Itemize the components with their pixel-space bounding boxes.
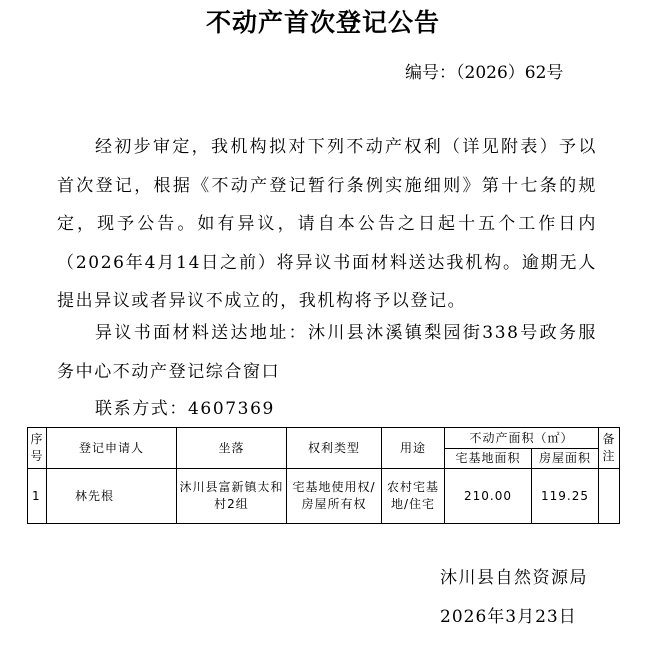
header-area-group: 不动产面积（㎡） bbox=[445, 428, 599, 449]
registration-table bbox=[27, 427, 620, 524]
header-building-area: 房屋面积 bbox=[532, 449, 599, 469]
issue-date: 2026年3月23日 bbox=[440, 607, 577, 627]
header-right-type: 权利类型 bbox=[287, 428, 382, 469]
cell-remarks bbox=[599, 469, 620, 524]
cell-applicant: 林先根 bbox=[47, 469, 177, 524]
header-land-area: 宅基地面积 bbox=[445, 449, 532, 469]
cell-land-area: 210.00 bbox=[445, 469, 532, 524]
objection-address-paragraph: 异议书面材料送达地址：沐川县沐溪镇梨园街338号政务服务中心不动产登记综合窗口 bbox=[57, 323, 597, 382]
header-location: 坐落 bbox=[177, 428, 287, 469]
contact-paragraph: 联系方式：4607369 bbox=[95, 399, 275, 419]
table-row bbox=[28, 469, 620, 524]
header-index: 序号 bbox=[28, 428, 47, 469]
cell-right-type: 宅基地使用权/房屋所有权 bbox=[287, 469, 382, 524]
cell-usage: 农村宅基地/住宅 bbox=[382, 469, 445, 524]
cell-index: 1 bbox=[28, 469, 47, 524]
cell-location: 沐川县富新镇太和村2组 bbox=[177, 469, 287, 524]
cell-building-area: 119.25 bbox=[532, 469, 599, 524]
notice-body-paragraph: 经初步审定，我机构拟对下列不动产权利（详见附表）予以首次登记，根据《不动产登记暂行条例实施细则》第十七条的规定，现予公告。如有异议，请自本公告之日起十五个工作日内（2026年4月14日之前）将异议书面材料送达我机构。逾期无人提出异议或者异议不成立的，我机构将予以登记。 bbox=[57, 137, 597, 311]
issuing-organization: 沐川县自然资源局 bbox=[440, 568, 588, 588]
document-title: 不动产首次登记公告 bbox=[205, 8, 440, 37]
header-applicant: 登记申请人 bbox=[47, 428, 177, 469]
header-usage: 用途 bbox=[382, 428, 445, 469]
header-remarks: 备注 bbox=[599, 428, 620, 469]
document-number: 编号：（2026）62号 bbox=[405, 63, 564, 83]
